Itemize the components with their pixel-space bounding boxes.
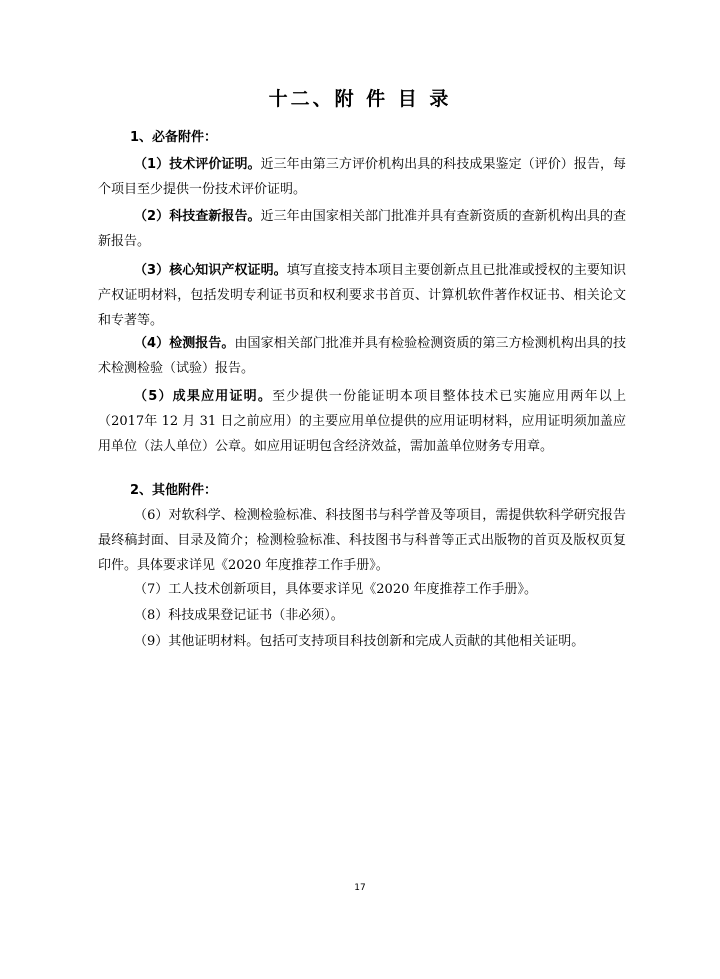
list-item (98, 384, 626, 459)
item-lead: （3）核心知识产权证明。 (134, 263, 287, 278)
item-text: 填写直接支持本项目主要创新点且已批准或授权的主要知识产权证明材料，包括发明专利证书页和权利要求书首页、计算机软件著作权证书、相关论文和专著等。 (98, 263, 626, 328)
section-heading-required: 1、必备附件： (130, 130, 218, 145)
list-item: （7）工人技术创新项目，具体要求详见《2020 年度推荐工作手册》。 (134, 582, 537, 597)
section-heading-other: 2、其他附件： (130, 483, 218, 498)
list-item: （8）科技成果登记证书（非必须）。 (134, 608, 344, 623)
item-text: 由国家相关部门批准并具有检验检测资质的第三方检测机构出具的技术检测检验（试验）报告。 (98, 336, 626, 376)
item-text: 近三年由第三方评价机构出具的科技成果鉴定（评价）报告，每个项目至少提供一份技术评价证明。 (98, 157, 626, 197)
list-item (98, 152, 626, 202)
list-item (98, 258, 626, 333)
item-lead: （2）科技查新报告。 (134, 209, 261, 224)
page-number: 17 (354, 883, 366, 893)
item-lead: （4）检测报告。 (134, 336, 235, 351)
list-item: （6）对软科学、检测检验标准、科技图书与科学普及等项目，需提供软科学研究报告最终稿封面、目录及简介；检测检验标准、科技图书与科普等正式出版物的首页及版权页复印件。具体要求详见《2020 年度推荐工作手册》。 (98, 508, 626, 573)
item-lead: （1）技术评价证明。 (134, 157, 261, 172)
page-title: 十二、附 件 目 录 (268, 88, 452, 110)
item-lead: （5）成果应用证明。 (134, 389, 273, 404)
item-text: 近三年由国家相关部门批准并具有查新资质的查新机构出具的查新报告。 (98, 209, 626, 249)
list-item: （9）其他证明材料。包括可支持项目科技创新和完成人贡献的其他相关证明。 (134, 634, 585, 649)
list-item (98, 331, 626, 381)
item-text: 至少提供一份能证明本项目整体技术已实施应用两年以上（2017年 12 月 31 日之前应用）的主要应用单位提供的应用证明材料，应用证明须加盖应用单位（法人单位）公章。如应用证明包含经济效益，需加盖单位财务专用章。 (98, 389, 626, 454)
list-item (98, 204, 626, 254)
